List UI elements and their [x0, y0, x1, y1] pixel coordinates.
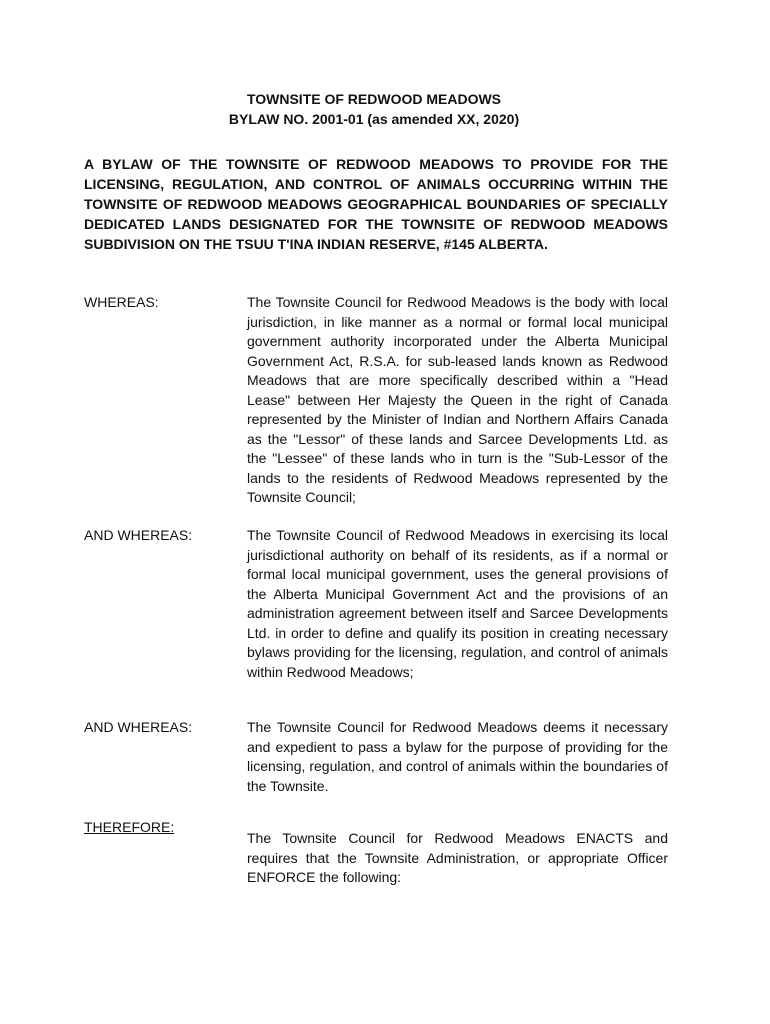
clause-label: THEREFORE: [84, 819, 175, 835]
document-header [0, 89, 748, 129]
clause-text: The Townsite Council of Redwood Meadows in exercising its local jurisdictional authority on behalf of its residents, as if a normal or formal local municipal government, uses the general provisions of the Alberta Municipal Government Act and the provisions of an administration agreement between itself and Sarcee Developments Ltd. in order to define and qualify its position in creating necessary bylaws providing for the licensing, regulation, and control of animals within Redwood Meadows; [247, 527, 668, 680]
clause-label: AND WHEREAS: [84, 719, 193, 735]
clause-text: The Townsite Council for Redwood Meadows deems it necessary and expedient to pass a bylaw for the purpose of providing for the licensing, regulation, and control of animals within the boundaries of the Townsite. [247, 719, 668, 794]
clause-text: The Townsite Council for Redwood Meadows ENACTS and requires that the Townsite Administration, or appropriate Officer ENFORCE the following: [247, 830, 668, 885]
bylaw-number: BYLAW NO. 2001-01 (as amended XX, 2020) [228, 111, 520, 127]
clause-text: The Townsite Council for Redwood Meadows is the body with local jurisdiction, in like manner as a normal or formal local municipal government authority incorporated under the Alberta Municipal Government Act, R.S.A. for sub-leased lands known as Redwood Meadows that are more specifically described within a "Head Lease" between Her Majesty the Queen in the right of Canada represented by the Minister of Indian and Northern Affairs Canada as the "Lessor" of these lands and Sarcee Developments Ltd. as the "Lessee" of these lands who in turn is the "Sub-Lessor of the lands to the residents of Redwood Meadows represented by the Townsite Council; [247, 294, 668, 505]
clause-label: AND WHEREAS: [84, 527, 193, 543]
bylaw-preamble: A BYLAW OF THE TOWNSITE OF REDWOOD MEADOWS TO PROVIDE FOR THE LICENSING, REGULATION, AND CONTROL OF ANIMALS OCCURRING WITHIN THE TOWNSITE OF REDWOOD MEADOWS GEOGRAPHICAL BOUNDARIES OF SPECIALLY DEDICATED LANDS DESIGNATED FOR THE TOWNSITE OF REDWOOD MEADOWS SUBDIVISION ON THE TSUU T'INA INDIAN RESERVE, #145 ALBERTA. [84, 156, 668, 252]
townsite-title: TOWNSITE OF REDWOOD MEADOWS [246, 91, 502, 107]
clause-label: WHEREAS: [84, 294, 159, 310]
